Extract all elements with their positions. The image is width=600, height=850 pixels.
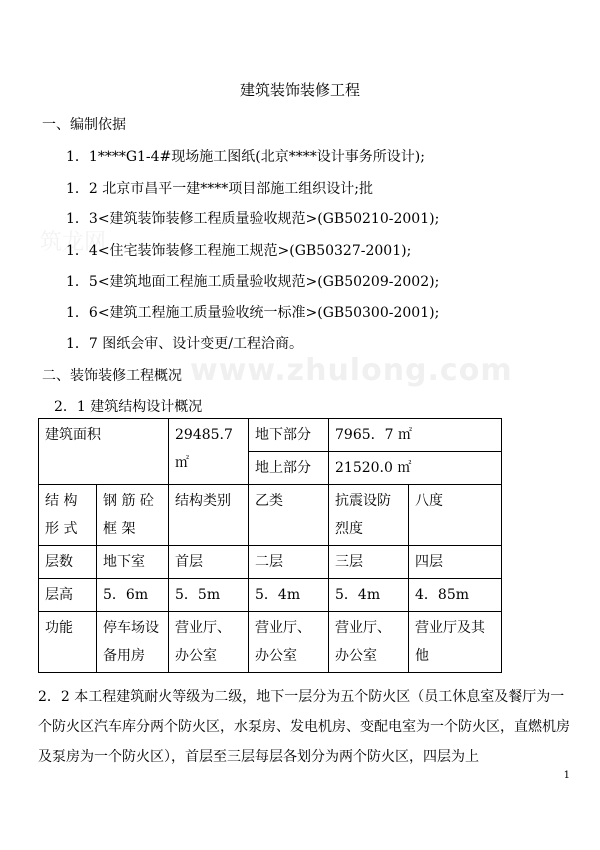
height-label: 层高	[39, 579, 97, 612]
fire-zone-paragraph: 2．2 本工程建筑耐火等级为二级，地下一层分为五个防火区（员工休息室及餐厅为一个防火区汽车库分两个防火区，水泵房、发电机房、变配电室为一个防火区，直燃机房及泵房为一个防火区），首层至三层每层各划分为两个防火区，四层为上	[38, 689, 570, 765]
structure-form-label: 结 构 形 式	[39, 485, 97, 546]
document-title: 建筑装饰装修工程	[239, 81, 360, 99]
basis-item: 1．4<住宅装饰装修工程施工规范>(GB50327-2001);	[66, 243, 412, 259]
structure-class-label: 结构类别	[169, 485, 249, 546]
table-cell: 首层	[169, 546, 249, 579]
table-cell: 5．4m	[329, 579, 409, 612]
watermark-side: 筑龙网	[40, 230, 107, 255]
table-cell: 4．85m	[409, 579, 502, 612]
table-row	[39, 612, 502, 673]
table-cell: 营业厅、办公室	[249, 612, 329, 673]
table-cell: 5．4m	[249, 579, 329, 612]
table-cell: 地下室	[97, 546, 169, 579]
function-label: 功能	[39, 612, 97, 673]
underground-label: 地下部分	[249, 419, 329, 452]
basis-item: 1．3<建筑装饰装修工程质量验收规范>(GB50210-2001);	[66, 211, 440, 227]
table-cell: 5．6m	[97, 579, 169, 612]
table-cell: 停车场设备用房	[97, 612, 169, 673]
table-row	[39, 579, 502, 612]
aboveground-value: 21520.0 ㎡	[329, 452, 502, 485]
basis-item: 1．1****G1-4#现场施工图纸(北京****设计事务所设计);	[66, 149, 425, 165]
table-cell: 5．5m	[169, 579, 249, 612]
section-heading-overview: 二、装饰装修工程概况	[42, 368, 182, 384]
structure-table	[38, 418, 502, 673]
table-cell: 营业厅、办公室	[169, 612, 249, 673]
page-number: 1	[563, 770, 570, 781]
sub-heading-structure: 2．1 建筑结构设计概况	[54, 399, 203, 415]
table-row	[39, 485, 502, 546]
table-row	[39, 546, 502, 579]
area-value: 29485.7 ㎡	[169, 419, 249, 485]
section-heading-basis: 一、编制依据	[42, 117, 126, 133]
basis-item: 1．5<建筑地面工程施工质量验收规范>(GB50209-2002);	[66, 274, 440, 290]
area-label: 建筑面积	[39, 419, 169, 485]
seismic-label: 抗震设防烈度	[329, 485, 409, 546]
watermark: www.zhulong.com	[190, 353, 513, 388]
structure-form-value: 钢 筋 砼 框 架	[97, 485, 169, 546]
basis-item: 1．2 北京市昌平一建****项目部施工组织设计;批	[66, 181, 373, 197]
floors-label: 层数	[39, 546, 97, 579]
table-cell: 二层	[249, 546, 329, 579]
basis-item: 1．7 图纸会审、设计变更/工程洽商。	[66, 336, 303, 352]
table-cell: 三层	[329, 546, 409, 579]
underground-value: 7965．7 ㎡	[329, 419, 502, 452]
table-row	[39, 419, 502, 452]
structure-class-value: 乙类	[249, 485, 329, 546]
basis-item: 1．6<建筑工程施工质量验收统一标准>(GB50300-2001);	[66, 305, 440, 321]
table-cell: 营业厅、办公室	[329, 612, 409, 673]
table-cell: 四层	[409, 546, 502, 579]
aboveground-label: 地上部分	[249, 452, 329, 485]
table-cell: 营业厅及其他	[409, 612, 502, 673]
seismic-value: 八度	[409, 485, 502, 546]
